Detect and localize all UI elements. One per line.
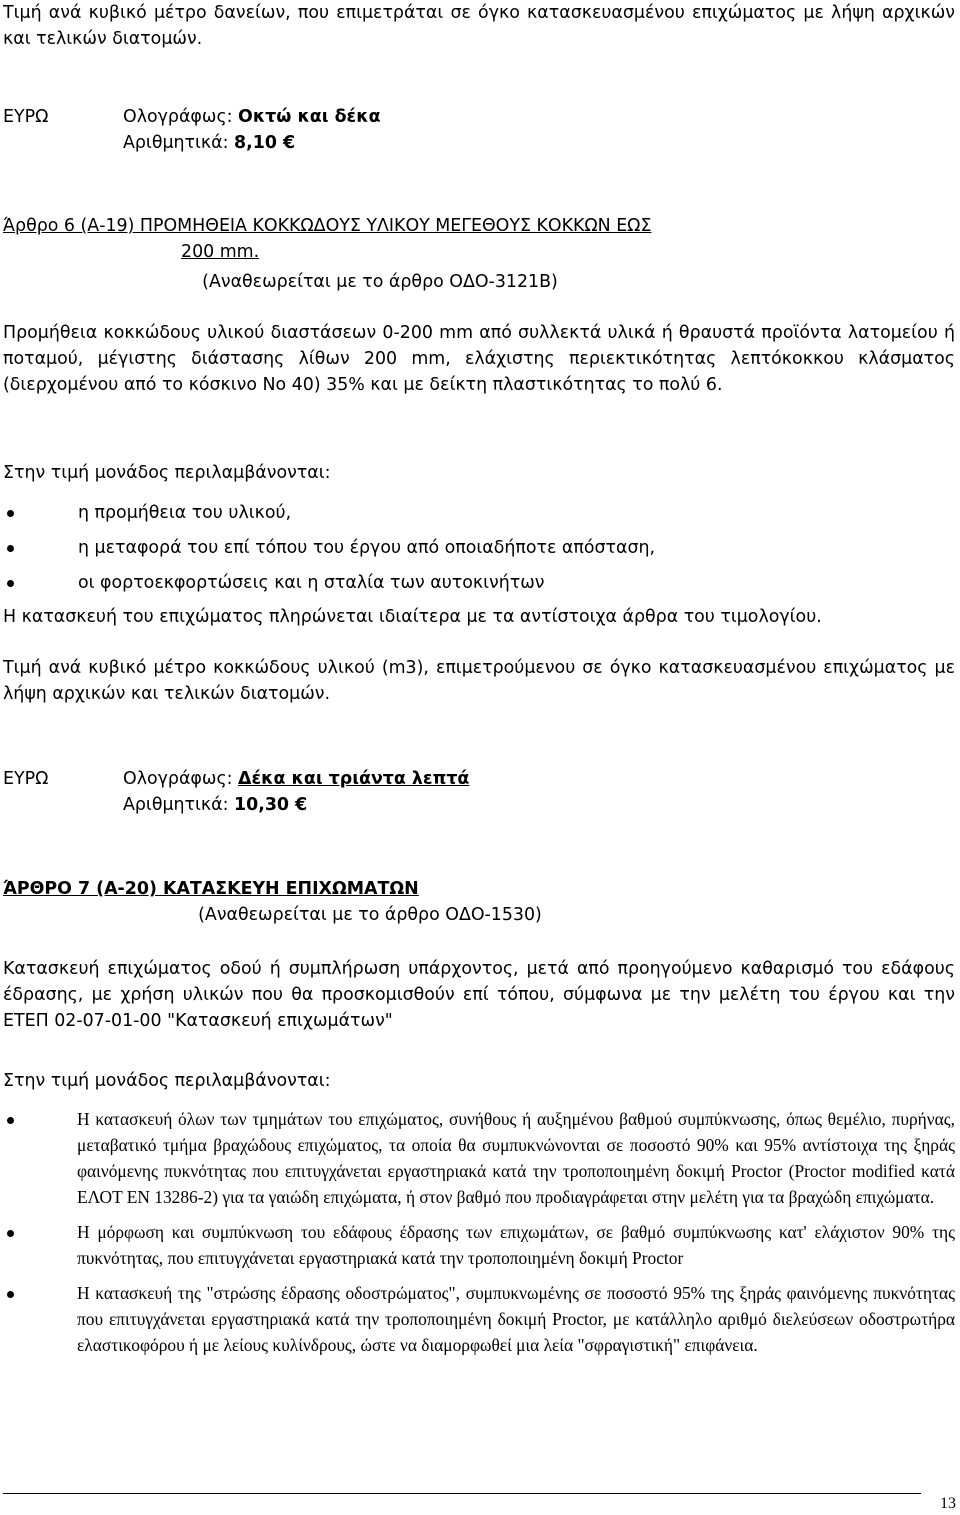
list-item-text: Η κατασκευή της "στρώσης έδρασης οδοστρώματος", συμπυκνωμένης σε ποσοστό 95% της ξηράς φαινόμενης πυκνότητας που επιτυγχάνεται εργαστηριακά κατά την τροποποιημένη δοκιμή Proctor, με κατάλληλο αριθμό διελεύσεων οδοστρωτήρα ελαστικοφόρου ή με λείους κυλίνδρους, ώστε να διαμορφωθεί μια λεία "σφραγιστική" επιφάνεια. <box>77 1283 955 1355</box>
article-6-includes-label: Στην τιμή μονάδος περιλαμβάνονται: <box>3 463 331 483</box>
page-number: 13 <box>940 1495 956 1512</box>
article-6-title-line2: 200 mm. <box>181 242 260 262</box>
price-digits-value: 10,30 € <box>234 795 308 815</box>
article-7-description: Κατασκευή επιχώματος οδού ή συμπλήρωση υπάρχοντος, μετά από προηγούμενο καθαρισμό του εδάφους έδρασης, με χρήση υλικών που θα προσκομισθούν επί τόπου, σύμφωνα με την μελέτη του έργου και την ΕΤΕΠ 02-07-01-00 "Κατασκευή επιχωμάτων" <box>3 959 955 1031</box>
article-6-description: Προμήθεια κοκκώδους υλικού διαστάσεων 0-200 mm από συλλεκτά υλικά ή θραυστά προϊόντα λατομείου ή ποταμού, μέγιστης διάστασης λίθων 200 mm, ελάχιστης περιεκτικότητας λεπτόκοκκου κλάσματος (διερχομένου από το κόσκινο Νο 40) 35% και με δείκτη πλαστικότητας το πολύ 6. <box>3 323 955 395</box>
price-words-row <box>123 104 381 130</box>
list-item <box>3 500 955 535</box>
list-item <box>3 1106 955 1210</box>
price-words-value: Δέκα και τριάντα λεπτά <box>238 769 470 789</box>
list-item <box>3 1280 955 1358</box>
article-7-includes-list <box>3 1106 955 1367</box>
currency-label: ΕΥΡΩ <box>3 769 49 789</box>
price-digits-row <box>123 792 469 818</box>
bullet-icon <box>7 1291 14 1298</box>
price-digits-label: Αριθμητικά: <box>123 795 229 815</box>
currency-label: ΕΥΡΩ <box>3 107 49 127</box>
price-digits-row <box>123 130 381 156</box>
intro-paragraph: Τιμή ανά κυβικό μέτρο δανείων, που επιμετράται σε όγκο κατασκευασμένου επιχώματος με λήψη αρχικών και τελικών διατομών. <box>3 3 955 49</box>
price-words-label: Ολογράφως: <box>123 107 233 127</box>
list-item <box>3 535 955 570</box>
price-digits-label: Αριθμητικά: <box>123 133 229 153</box>
bullet-icon <box>7 1117 14 1124</box>
bullet-icon <box>7 510 14 517</box>
list-item-text: οι φορτοεκφορτώσεις και η σταλία των αυτοκινήτων <box>78 573 545 593</box>
article-7-reference: (Αναθεωρείται με το άρθρο ΟΔΟ-1530) <box>198 905 542 925</box>
list-item-text: Η μόρφωση και συμπύκνωση του εδάφους έδρασης των επιχωμάτων, σε βαθμό συμπύκνωσης κατ' ελάχιστον 90% της πυκνότητας, που επιτυγχάνεται εργαστηριακά κατά την τροποποιημένη δοκιμή Proctor <box>77 1222 955 1268</box>
list-item-text: η μεταφορά του επί τόπου του έργου από οποιαδήποτε απόσταση, <box>78 538 656 558</box>
bullet-icon <box>7 1230 14 1237</box>
list-item <box>3 570 955 605</box>
article-6-payment-note: Η κατασκευή του επιχώματος πληρώνεται ιδιαίτερα με τα αντίστοιχα άρθρα του τιμολογίου. <box>3 607 822 627</box>
list-item-text: η προμήθεια του υλικού, <box>78 503 292 523</box>
article-7-title: ΆΡΘΡΟ 7 (Α-20) ΚΑΤΑΣΚΕΥΗ ΕΠΙΧΩΜΑΤΩΝ <box>3 879 419 899</box>
price-words-row <box>123 766 469 792</box>
price-words-label: Ολογράφως: <box>123 769 233 789</box>
article-6-title <box>3 213 955 265</box>
price-block-1 <box>3 104 703 160</box>
article-6-reference: (Αναθεωρείται με το άρθρο ΟΔΟ-3121Β) <box>202 272 558 292</box>
bullet-icon <box>7 580 14 587</box>
article-7-includes-label: Στην τιμή μονάδος περιλαμβάνονται: <box>3 1071 331 1091</box>
price-block-2 <box>3 766 703 822</box>
list-item-text: Η κατασκευή όλων των τμημάτων του επιχώματος, συνήθους ή αυξημένου βαθμού συμπύκνωσης, όπως θεμέλιο, πυρήνας, μεταβατικό τμήμα βραχώδους επιχώματος, τα οποία θα συμπυκνώνονται σε ποσοστό 90% και 95% αντίστοιχα της ξηράς φαινόμενης πυκνότητας που επιτυγχάνεται εργαστηριακά κατά την τροποποιημένη δοκιμή Proctor (Proctor modified κατά ΕΛΟΤ ΕΝ 13286-2) για τα γαιώδη επιχώματα, ή στον βαθμό που προδιαγράφεται στην μελέτη για τα βραχώδη επιχώματα. <box>77 1109 955 1207</box>
list-item <box>3 1219 955 1271</box>
price-words-value: Οκτώ και δέκα <box>238 107 381 127</box>
price-digits-value: 8,10 € <box>234 133 296 153</box>
article-6-includes-list <box>3 500 955 605</box>
footer-divider <box>3 1493 921 1494</box>
article-6-title-line1: Άρθρο 6 (Α-19) ΠΡΟΜΗΘΕΙΑ ΚΟΚΚΩΔΟΥΣ ΥΛΙΚΟΥ ΜΕΓΕΘΟΥΣ ΚΟΚΚΩΝ ΕΩΣ <box>3 216 652 236</box>
bullet-icon <box>7 545 14 552</box>
article-6-price-basis: Τιμή ανά κυβικό μέτρο κοκκώδους υλικού (m3), επιμετρούμενου σε όγκο κατασκευασμένου επιχώματος με λήψη αρχικών και τελικών διατομών. <box>3 658 955 704</box>
